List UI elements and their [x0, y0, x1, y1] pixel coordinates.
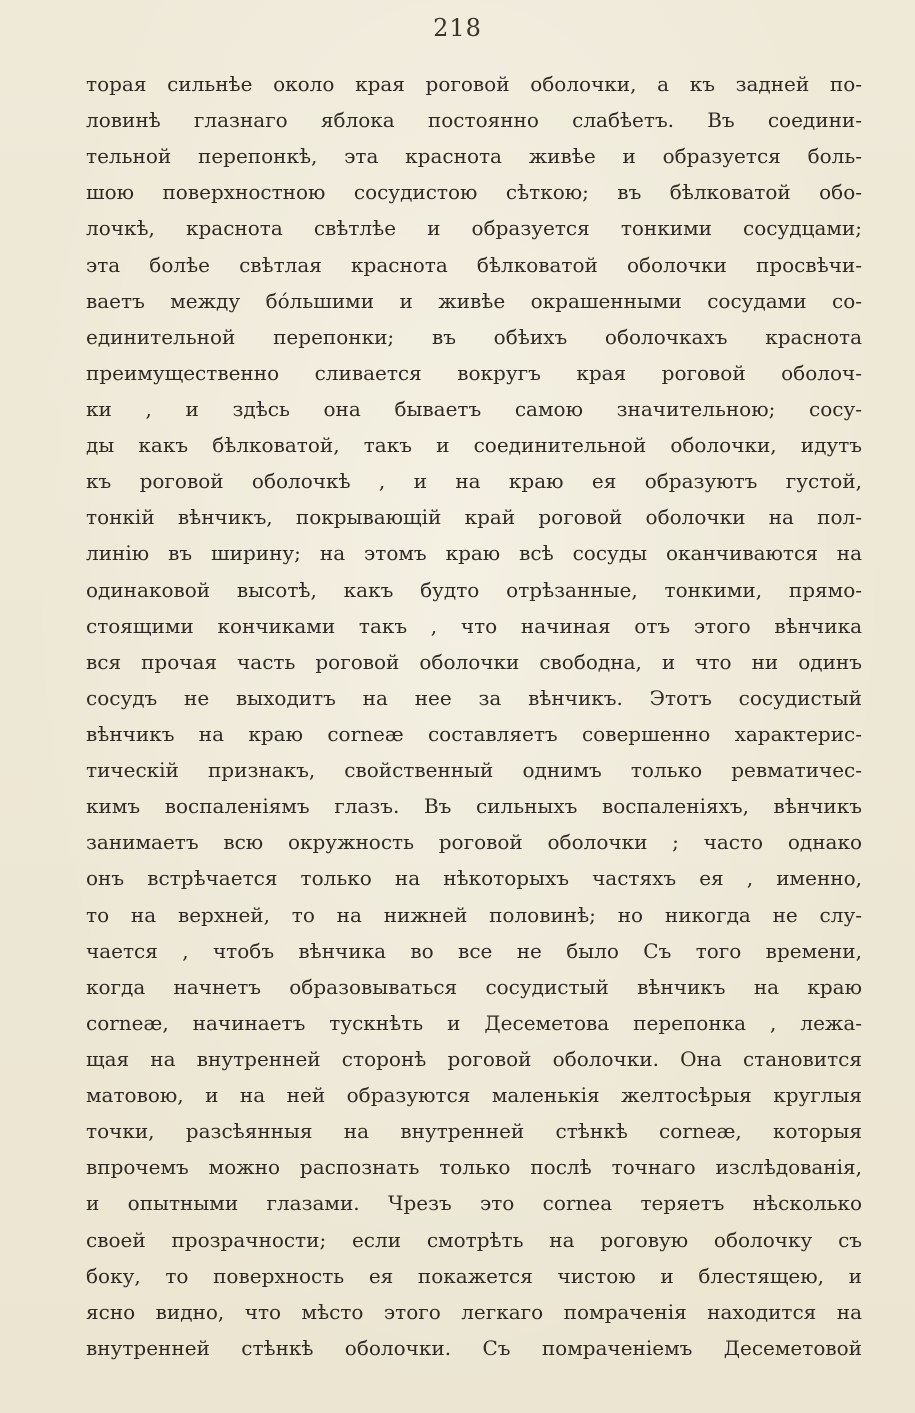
text-line: точки, разсѣянныя на внутренней стѣнкѣ corneæ, которыя	[86, 1119, 862, 1144]
text-line: занимаетъ всю окружность роговой оболочки ; часто однако	[86, 830, 862, 855]
text-line: матовою, и на ней образуются маленькія желтосѣрыя круглыя	[86, 1083, 862, 1108]
text-line: шою поверхностною сосудистою сѣткою; въ бѣлковатой обо-	[86, 180, 862, 205]
text-line: то на верхней, то на нижней половинѣ; но никогда не слу-	[86, 902, 862, 927]
text-line: стоящими кончиками такъ , что начиная отъ этого вѣнчика	[86, 613, 862, 638]
page-number: 218	[433, 14, 482, 42]
text-line: когда начнетъ образовываться сосудистый вѣнчикъ на краю	[86, 974, 862, 999]
text-line: ки , и здѣсь она бываетъ самою значительною; сосу-	[86, 396, 862, 421]
text-line: своей прозрачности; если смотрѣть на роговую оболочку съ	[86, 1227, 862, 1252]
text-line: торая сильнѣе около края роговой оболочки, а къ задней по-	[86, 72, 862, 96]
text-line: ясно видно, что мѣсто этого легкаго помраченія находится на	[86, 1299, 862, 1324]
text-line: corneæ, начинаетъ тускнѣть и Десеметова перепонка , лежа-	[86, 1010, 862, 1035]
body-text	[86, 66, 862, 1366]
text-line: онъ встрѣчается только на нѣкоторыхъ частяхъ ея , именно,	[86, 866, 862, 891]
text-line: единительной перепонки; въ обѣихъ оболочкахъ краснота	[86, 324, 862, 349]
text-line: внутренней стѣнкѣ оболочки. Съ помраченіемъ Десеметовой	[86, 1335, 862, 1360]
text-line: сосудъ не выходитъ на нее за вѣнчикъ. Этотъ сосудистый	[86, 685, 862, 710]
text-line: вся прочая часть роговой оболочки свободна, и что ни одинъ	[86, 649, 862, 674]
text-line: тельной перепонкѣ, эта краснота живѣе и образуется боль-	[86, 144, 862, 169]
text-line: преимущественно сливается вокругъ края роговой оболоч-	[86, 360, 862, 385]
text-line: одинаковой высотѣ, какъ будто отрѣзанные, тонкими, прямо-	[86, 577, 862, 602]
text-line: щая на внутренней сторонѣ роговой оболочки. Она становится	[86, 1046, 862, 1071]
text-line: кимъ воспаленіямъ глазъ. Въ сильныхъ воспаленіяхъ, вѣнчикъ	[86, 794, 862, 819]
text-line: ваетъ между бо́льшими и живѣе окрашенными сосудами со-	[86, 288, 862, 313]
text-line: тонкій вѣнчикъ, покрывающій край роговой оболочки на пол-	[86, 505, 862, 530]
text-line: линію въ ширину; на этомъ краю всѣ сосуды оканчиваются на	[86, 541, 862, 566]
text-line: ды какъ бѣлковатой, такъ и соединительной оболочки, идутъ	[86, 433, 862, 458]
text-line: ловинѣ глазнаго яблока постоянно слабѣетъ. Въ соедини-	[86, 108, 862, 133]
text-line: и опытными глазами. Чрезъ это cornea теряетъ нѣсколько	[86, 1191, 862, 1216]
text-line: впрочемъ можно распознать только послѣ точнаго изслѣдованія,	[86, 1155, 862, 1180]
text-line: боку, то поверхность ея покажется чистою и блестящею, и	[86, 1263, 862, 1288]
text-line: эта болѣе свѣтлая краснота бѣлковатой оболочки просвѣчи-	[86, 252, 862, 277]
text-line: тическій признакъ, свойственный однимъ только ревматичес-	[86, 758, 862, 783]
text-line: къ роговой оболочкѣ , и на краю ея образуютъ густой,	[86, 469, 862, 494]
text-line: лочкѣ, краснота свѣтлѣе и образуется тонкими сосудцами;	[86, 216, 862, 241]
text-line: вѣнчикъ на краю corneæ составляетъ совершенно характерис-	[86, 721, 862, 746]
text-line: чается , чтобъ вѣнчика во все не было Съ того времени,	[86, 938, 862, 963]
